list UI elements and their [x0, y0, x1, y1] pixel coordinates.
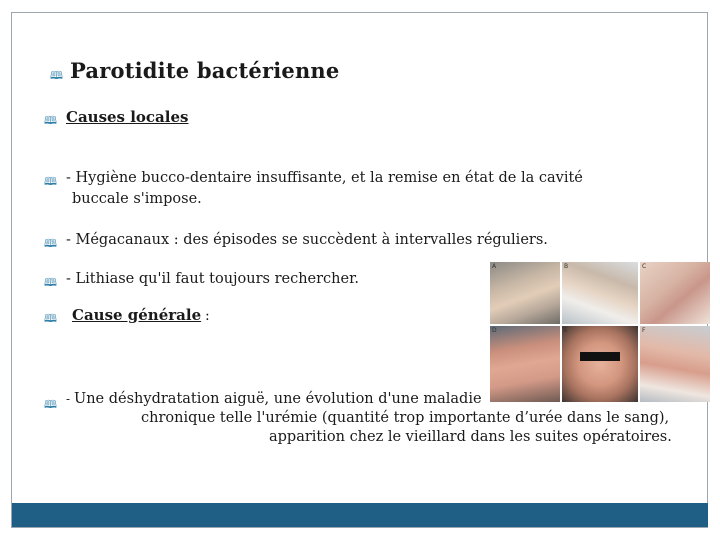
- photo-label-b: B: [564, 263, 569, 270]
- local-cause-megacanaux: - Mégacanaux : des épisodes se succèdent à intervalles réguliers.: [66, 232, 548, 248]
- local-cause-hygiene-line1: - Hygiène bucco-dentaire insuffisante, et la remise en état de la cavité: [66, 170, 583, 186]
- local-causes-heading: Causes locales: [66, 108, 189, 126]
- bullet-icon: 🕮: [44, 398, 57, 411]
- bullet-icon: 🕮: [44, 114, 57, 127]
- bullet-icon: 🕮: [44, 175, 57, 188]
- general-cause-dash: -: [66, 392, 71, 406]
- bullet-icon: 🕮: [44, 276, 57, 289]
- general-cause-line2: chronique telle l'urémie (quantité trop importante d’urée dans le sang),: [141, 410, 670, 426]
- local-cause-lithiase: - Lithiase qu'il faut toujours rechercher.: [66, 271, 360, 287]
- clinical-photo-d: [490, 326, 560, 402]
- photo-label-c: C: [642, 263, 647, 270]
- photo-label-d: D: [492, 327, 497, 334]
- general-cause-line1: Une déshydratation aiguë, une évolution d'une maladie: [74, 391, 482, 407]
- photo-label-e: E: [564, 327, 568, 334]
- clinical-photo-a: [490, 262, 560, 324]
- local-cause-hygiene-line2: buccale s'impose.: [72, 191, 202, 207]
- general-cause-line3: apparition chez le vieillard dans les suites opératoires.: [269, 429, 672, 445]
- clinical-photo-c: [640, 262, 710, 324]
- footer-bar: [12, 503, 708, 527]
- general-cause-colon: :: [205, 308, 210, 324]
- general-cause-heading: Cause générale: [72, 306, 202, 324]
- clinical-photo-b: [562, 262, 638, 324]
- photo-label-f: F: [642, 327, 646, 334]
- bullet-icon: 🕮: [50, 69, 63, 82]
- bullet-icon: 🕮: [44, 237, 57, 250]
- eye-censor-bar: [580, 352, 620, 361]
- slide-title: Parotidite bactérienne: [70, 58, 340, 83]
- clinical-photos-panel: [490, 258, 720, 404]
- clinical-photo-e: [562, 326, 638, 402]
- photo-label-a: A: [492, 263, 497, 270]
- clinical-photo-f: [640, 326, 710, 402]
- bullet-icon: 🕮: [44, 312, 57, 325]
